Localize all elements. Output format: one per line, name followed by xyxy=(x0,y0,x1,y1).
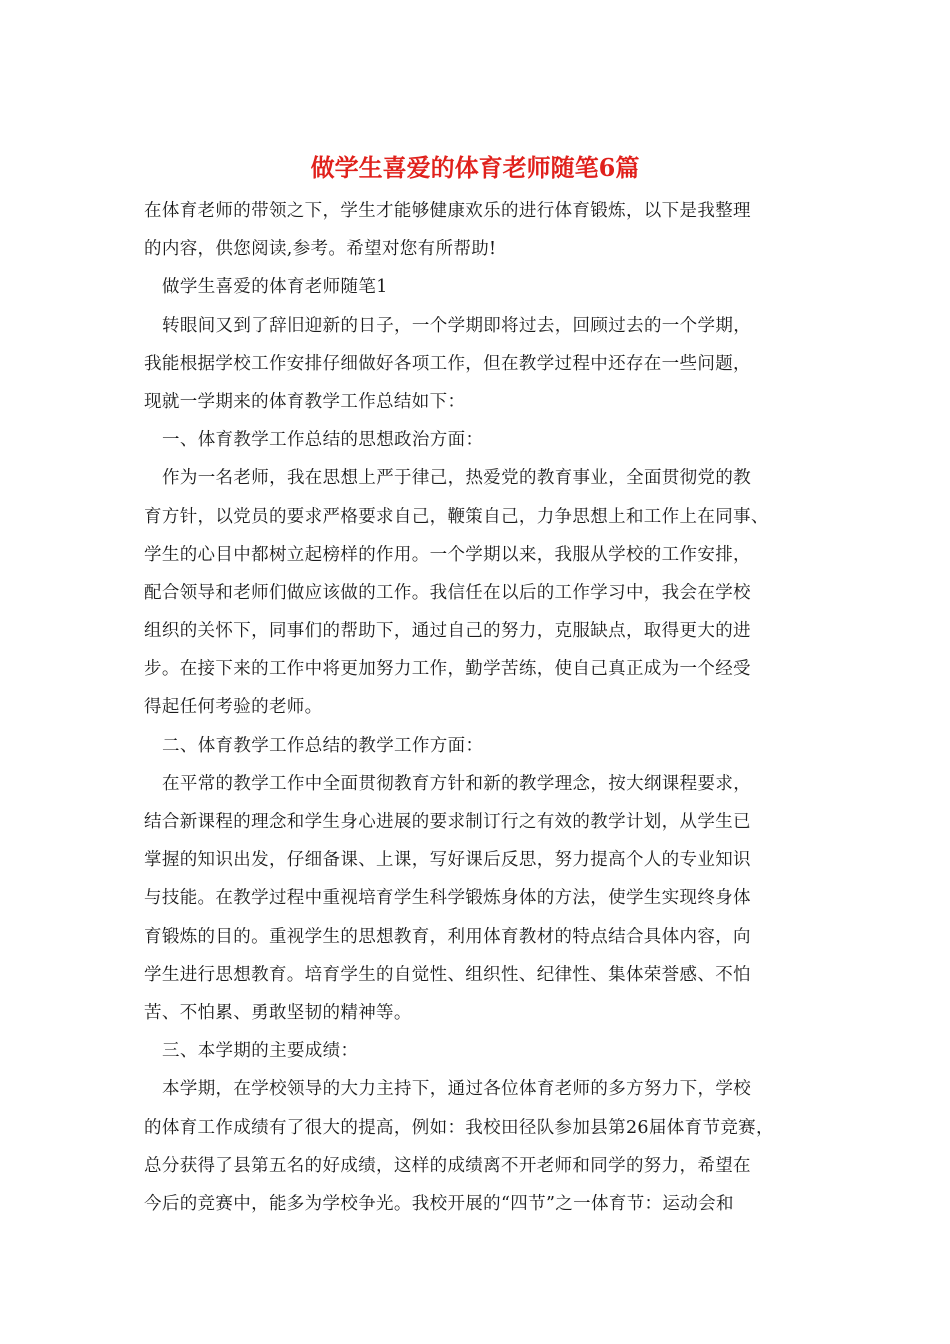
document-body xyxy=(144,192,808,1223)
paragraph-line: 学生的心目中都树立起榜样的作用。一个学期以来，我服从学校的工作安排， xyxy=(144,544,751,565)
paragraph-line: 的内容，供您阅读,参考。希望对您有所帮助! xyxy=(144,239,497,260)
paragraph-line: 总分获得了县第五名的好成绩，这样的成绩离不开老师和同学的努力，希望在 xyxy=(144,1155,751,1176)
paragraph-line: 本学期，在学校领导的大力主持下，通过各位体育老师的多方努力下，学校 xyxy=(162,1079,752,1100)
paragraph-line: 在体育老师的带领之下，学生才能够健康欢乐的进行体育锻炼，以下是我整理 xyxy=(144,201,751,221)
paragraph-line: 掌握的知识出发，仔细备课、上课，写好课后反思，努力提高个人的专业知识 xyxy=(144,850,751,871)
paragraph-line: 苦、不怕累、勇敢坚韧的精神等。 xyxy=(144,1002,412,1023)
paragraph-line: 与技能。在教学过程中重视培育学生科学锻炼身体的方法，使学生实现终身体 xyxy=(144,888,751,909)
paragraph-line: 在平常的教学工作中全面贯彻教育方针和新的教学理念，按大纲课程要求， xyxy=(162,773,752,794)
paragraph-line: 结合新课程的理念和学生身心进展的要求制订行之有效的教学计划，从学生已 xyxy=(144,812,751,832)
paragraph-line: 得起任何考验的老师。 xyxy=(144,697,323,718)
paragraph-line: 作为一名老师，我在思想上严于律己，热爱党的教育事业，全面贯彻党的教 xyxy=(162,468,752,489)
paragraph-line: 学生进行思想教育。培育学生的自觉性、组织性、纪律性、集体荣誉感、不怕 xyxy=(144,964,751,985)
paragraph-line: 步。在接下来的工作中将更加努力工作，勤学苦练，使自己真正成为一个经受 xyxy=(144,659,751,680)
paragraph-line: 现就一学期来的体育教学工作总结如下： xyxy=(144,391,466,412)
paragraph-line: 育方针，以党员的要求严格要求自己，鞭策自己，力争思想上和工作上在同事、 xyxy=(144,506,769,527)
paragraph-line: 我能根据学校工作安排仔细做好各项工作，但在教学过程中还存在一些问题， xyxy=(144,353,751,374)
paragraph-line: 的体育工作成绩有了很大的提高，例如：我校田径队参加县第26届体育节竞赛， xyxy=(144,1117,774,1138)
paragraph-line: 组织的关怀下，同事们的帮助下，通过自己的努力，克服缺点，取得更大的进 xyxy=(144,621,751,642)
section-heading: 一、体育教学工作总结的思想政治方面： xyxy=(162,430,484,451)
section-heading: 三、本学期的主要成绩： xyxy=(162,1041,359,1062)
document-title: 做学生喜爱的体育老师随笔6篇 xyxy=(310,153,640,182)
paragraph-line: 配合领导和老师们做应该做的工作。我信任在以后的工作学习中，我会在学校 xyxy=(144,582,751,603)
paragraph-line: 今后的竞赛中，能多为学校争光。我校开展的“四节”之一体育节：运动会和 xyxy=(144,1193,734,1214)
section-heading: 做学生喜爱的体育老师随笔1 xyxy=(162,277,388,298)
section-heading: 二、体育教学工作总结的教学工作方面： xyxy=(162,735,484,756)
paragraph-line: 育锻炼的目的。重视学生的思想教育，利用体育教材的特点结合具体内容，向 xyxy=(144,926,751,947)
paragraph-line: 转眼间又到了辞旧迎新的日子，一个学期即将过去，回顾过去的一个学期， xyxy=(162,315,752,336)
